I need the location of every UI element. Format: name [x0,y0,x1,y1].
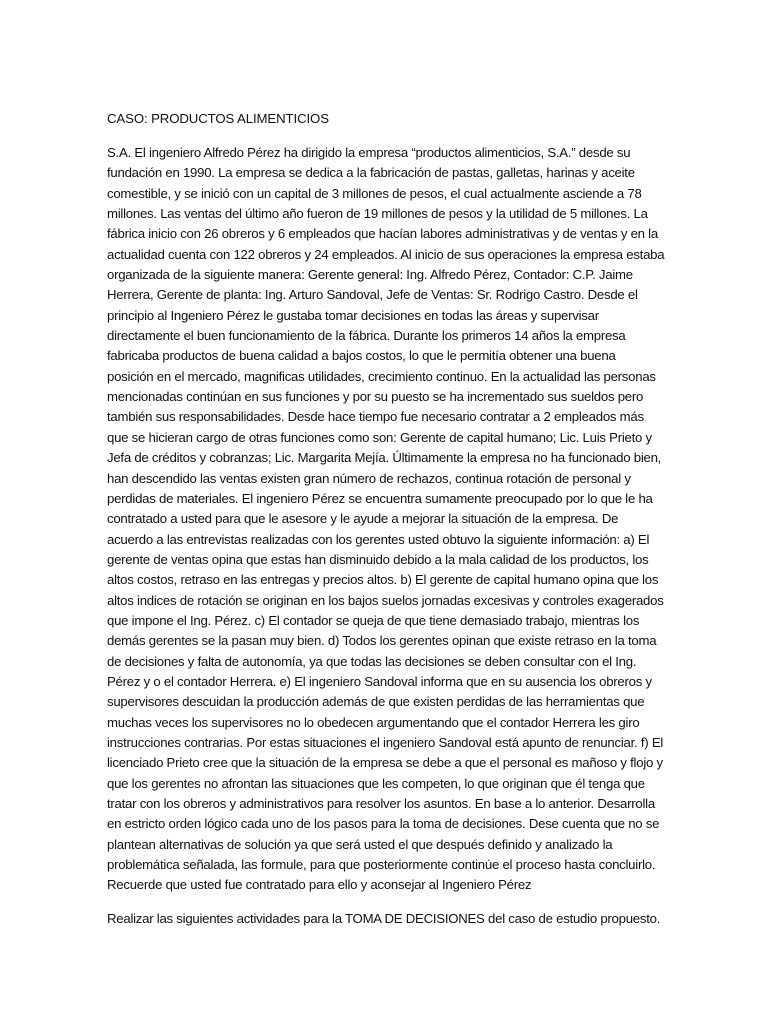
body-line: posición en el mercado, magnificas utilidades, crecimiento continuo. En la actualidad las personas [107,368,656,384]
body-line: Jefa de créditos y cobranzas; Lic. Margarita Mejía. Últimamente la empresa no ha funcionado bien, [107,450,662,466]
body-line: problemática señalada, las formule, para que posteriormente continúe el proceso hasta concluirlo. [107,857,656,873]
body-line: demás gerentes se la pasan muy bien. d) Todos los gerentes opinan que existe retraso en la toma [107,633,657,649]
body-line: que los gerentes no afrontan las situaciones que les competen, lo que originan que él tenga que [107,775,645,791]
body-line: contratado a usted para que le asesore y le ayude a mejorar la situación de la empresa. De [107,511,619,527]
body-line: comestible, y se inició con un capital de 3 millones de pesos, el cual actualmente asciende a 78 [107,185,642,201]
body-line: acuerdo a las entrevistas realizadas con los gerentes usted obtuvo la siguiente información: a) El [107,531,650,547]
body-line: tratar con los obreros y administrativos para resolver los asuntos. En base a lo anterior. Desarrolla [107,796,655,811]
body-line: altos indices de rotación se originan en los bajos suelos jornadas excesivas y controles exagerados [107,592,664,608]
body-line: millones. Las ventas del último año fueron de 19 millones de pesos y la utilidad de 5 millones. La [107,206,648,222]
body-line: que impone el Ing. Pérez. c) El contador se queja de que tiene demasiado trabajo, mientras los [107,612,640,628]
body-line: perdidas de materiales. El ingeniero Pérez se encuentra sumamente preocupado por lo que le ha [107,490,653,506]
body-line: licenciado Prieto cree que la situación de la empresa se debe a que el personal es mañoso y flojo y [107,755,663,771]
body-line: muchas veces los supervisores no lo obedecen argumentando que el contador Herrera les giro [107,714,640,730]
body-line: Herrera, Gerente de planta: Ing. Arturo Sandoval, Jefe de Ventas: Sr. Rodrigo Castro. Desde el [107,287,638,303]
body-line: instrucciones contrarias. Por estas situaciones el ingeniero Sandoval está apunto de renunciar. f) El [107,734,664,750]
body-line: han descendido las ventas existen gran número de rechazos, continua rotación de personal y [107,470,631,486]
body-line: plantean alternativas de solución ya que será usted el que después definido y analizado la [107,836,613,852]
body-line: de decisiones y falta de autonomía, ya que todas las decisiones se deben consultar con el Ing. [107,653,637,669]
body-line: organizada de la siguiente manera: Gerente general: Ing. Alfredo Pérez, Contador: C.P. Jaime [107,267,633,283]
body-line: actualidad cuenta con 122 obreros y 24 empleados. Al inicio de sus operaciones la empresa estaba [107,246,665,262]
body-line: también sus responsabilidades. Desde hace tiempo fue necesario contratar a 2 empleados más [107,409,644,425]
body-line: fábrica inicio con 26 obreros y 6 empleados que hacían labores administrativas y de ventas y en la [107,226,658,242]
body-line: en estricto orden lógico cada uno de los pasos para la toma de decisiones. Dese cuenta que no se [107,816,660,832]
document-content [107,109,665,929]
body-line: fabricaba productos de buena calidad a bajos costos, lo que le permitía obtener una buena [107,348,616,364]
body-line: Recuerde que usted fue contratado para ello y aconsejar al Ingeniero Pérez [107,877,532,893]
activities-instruction: Realizar las siguientes actividades para la TOMA DE DECISIONES del caso de estudio propuesto. [107,910,661,926]
case-body-paragraph [107,143,665,896]
document-title: CASO: PRODUCTOS ALIMENTICIOS [107,111,329,126]
body-line: Pérez y o el contador Herrera. e) El ingeniero Sandoval informa que en su ausencia los obreros y [107,673,652,689]
body-line: fundación en 1990. La empresa se dedica a la fabricación de pastas, galletas, harinas y aceite [107,165,635,181]
body-line: supervisores descuidan la producción además de que existen perdidas de las herramientas que [107,694,645,710]
body-line: que se hicieran cargo de otras funciones como son: Gerente de capital humano; Lic. Luis Prieto y [107,429,652,445]
body-line: S.A. El ingeniero Alfredo Pérez ha dirigido la empresa “productos alimenticios, S.A.” desde su [107,145,631,160]
body-line: gerente de ventas opina que estas han disminuido debido a la mala calidad de los productos, los [107,551,649,567]
body-line: principio al Ingeniero Pérez le gustaba tomar decisiones en todas las áreas y supervisar [107,307,599,323]
body-line: mencionadas continúan en sus funciones y por su puesto se ha incrementado sus sueldos pero [107,389,644,405]
body-line: altos costos, retraso en las entregas y precios altos. b) El gerente de capital humano opina que los [107,572,659,588]
body-line: directamente el buen funcionamiento de la fábrica. Durante los primeros 14 años la empresa [107,328,626,344]
